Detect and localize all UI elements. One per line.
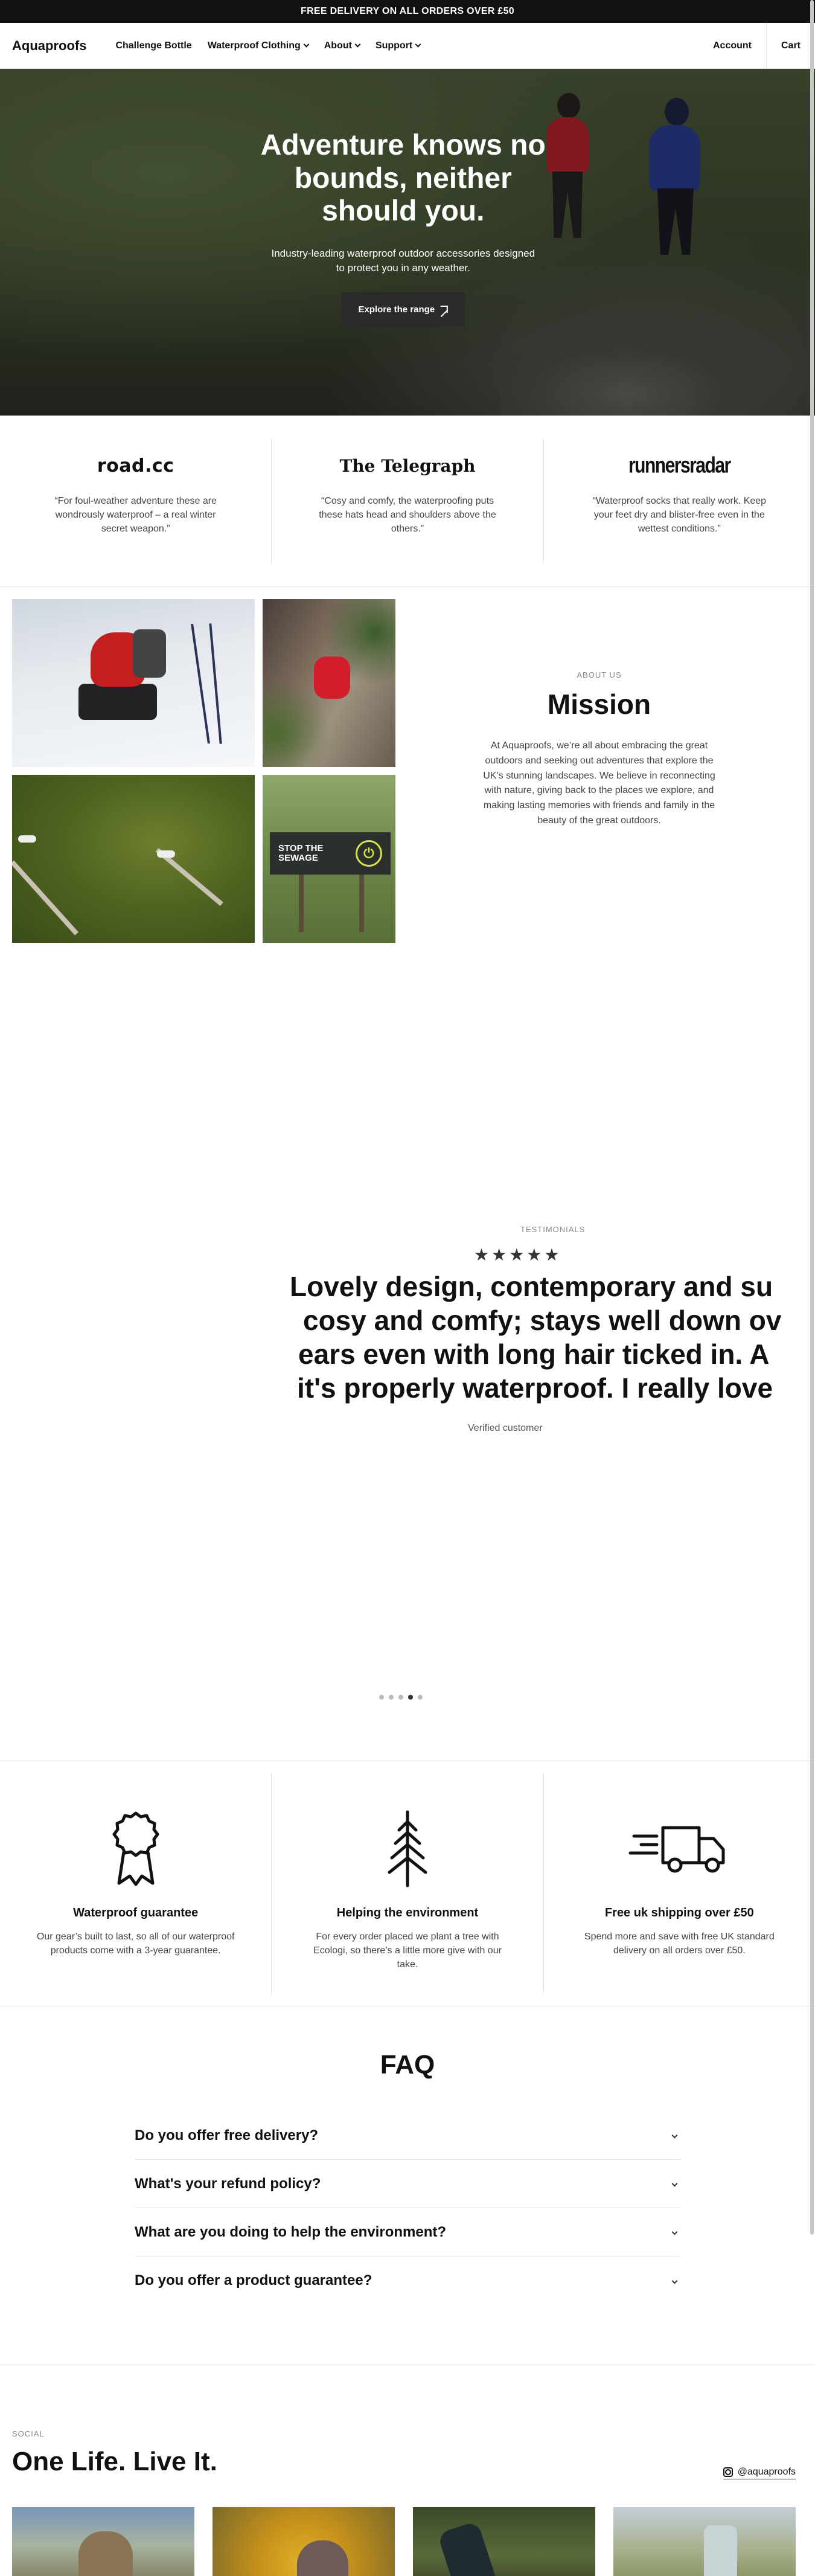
chevron-down-icon <box>415 42 421 48</box>
about-gallery <box>0 599 395 943</box>
site-logo[interactable]: Aquaproofs <box>12 37 87 53</box>
feature-text: Spend more and save with free UK standard delivery on all orders over £50. <box>584 1932 775 1956</box>
power-icon: ⏻ <box>356 840 382 867</box>
nav-item-about[interactable] <box>324 40 360 51</box>
announcement-bar <box>0 0 815 23</box>
slider-dots <box>379 1695 423 1700</box>
slider-dot[interactable] <box>418 1695 423 1700</box>
announcement-text: FREE DELIVERY ON ALL ORDERS OVER £50 <box>301 6 514 16</box>
telegraph-logo: The Telegraph <box>339 455 476 476</box>
quote-line: it's properly waterproof. I really love <box>297 1372 773 1404</box>
gallery-photo-lake-jetty <box>12 775 255 943</box>
chevron-down-icon <box>672 2133 678 2139</box>
quote-line: Lovely design, contemporary and su <box>290 1271 773 1302</box>
faq-item[interactable] <box>135 2112 680 2160</box>
instagram-handle: @aquaproofs <box>737 2467 796 2477</box>
hero-banner <box>0 69 815 416</box>
chevron-down-icon <box>672 2181 678 2187</box>
chevron-down-icon <box>303 42 309 48</box>
social-section <box>0 2365 815 2576</box>
faq-item[interactable] <box>135 2208 680 2256</box>
social-post[interactable] <box>213 2507 395 2576</box>
faq-list <box>135 2112 680 2305</box>
press-item-runnersradar <box>544 438 815 564</box>
award-ribbon-icon <box>106 1810 166 1888</box>
instagram-icon <box>723 2467 733 2477</box>
chevron-down-icon <box>354 42 360 48</box>
faq-section <box>0 2006 815 2365</box>
slider-dot-active[interactable] <box>408 1695 413 1700</box>
press-item-roadcc <box>0 438 272 564</box>
faq-question: What's your refund policy? <box>135 2175 321 2192</box>
star-rating: ★★★★★ <box>474 1245 562 1264</box>
hero-title: Adventure knows no bounds, neither should you. <box>260 129 546 228</box>
social-post[interactable] <box>613 2507 796 2576</box>
chevron-down-icon <box>672 2278 678 2284</box>
nav-item-support[interactable] <box>376 40 420 51</box>
gallery-photo-snow-hiker <box>12 599 255 767</box>
feature-shipping <box>544 1773 815 1994</box>
social-post[interactable] <box>12 2507 194 2576</box>
explore-range-button[interactable] <box>341 292 465 327</box>
quote-line: cosy and comfy; stays well down ov <box>303 1305 782 1337</box>
feature-environment <box>272 1773 543 1994</box>
nav-item-challenge-bottle[interactable] <box>115 40 191 51</box>
arrow-up-right-icon <box>441 306 448 313</box>
testimonial-eyebrow: TESTIMONIALS <box>520 1225 586 1234</box>
gallery-photo-sewage-sign <box>263 775 395 943</box>
mission-title: Mission <box>547 689 651 720</box>
roadcc-logo: road.cc <box>97 455 174 477</box>
press-item-telegraph <box>272 438 543 564</box>
testimonial-quote <box>290 1270 815 1405</box>
testimonial-author: Verified customer <box>468 1423 543 1434</box>
social-post[interactable] <box>413 2507 595 2576</box>
nav-item-waterproof-clothing[interactable] <box>208 40 308 51</box>
about-eyebrow: ABOUT US <box>577 670 622 679</box>
social-title: One Life. Live It. <box>12 2447 217 2476</box>
about-section <box>0 587 815 943</box>
faq-title: FAQ <box>380 2050 435 2080</box>
slider-dot[interactable] <box>398 1695 403 1700</box>
feature-text: For every order placed we plant a tree with Ecologi, so there’s a little more give with our take. <box>313 1932 502 1970</box>
faq-question: Do you offer free delivery? <box>135 2127 319 2144</box>
slider-dot[interactable] <box>379 1695 384 1700</box>
nav-item-label: Support <box>375 40 413 51</box>
faq-question: What are you doing to help the environment? <box>135 2223 447 2240</box>
instagram-link[interactable] <box>723 2467 796 2479</box>
testimonial-slide <box>290 1225 815 1434</box>
testimonial-section <box>0 943 815 1761</box>
faq-item[interactable] <box>135 2256 680 2305</box>
header-actions <box>698 23 815 69</box>
press-quote: “Cosy and comfy, the waterproofing puts these hats head and shoulders above the others.” <box>319 496 496 535</box>
gallery-photo-climber <box>263 599 395 767</box>
social-eyebrow: SOCIAL <box>12 2429 45 2438</box>
press-quote: “For foul-weather adventure these are wondrously waterproof – a real winter secret weapon.” <box>54 496 217 535</box>
feature-guarantee <box>0 1773 272 1994</box>
account-link[interactable]: Account <box>712 40 752 51</box>
hero-subtitle: Industry-leading waterproof outdoor accessories designed to protect you in any weather. <box>271 248 535 274</box>
delivery-truck-icon <box>628 1810 730 1888</box>
cart-link[interactable]: Cart <box>766 23 815 69</box>
features-section <box>0 1761 815 2006</box>
sewage-sign-board <box>270 832 391 875</box>
tree-icon <box>383 1810 432 1888</box>
site-header <box>0 23 815 69</box>
mission-block <box>395 599 815 943</box>
faq-item[interactable] <box>135 2160 680 2208</box>
main-nav <box>115 40 429 51</box>
press-section <box>0 416 815 587</box>
feature-title: Waterproof guarantee <box>73 1906 199 1919</box>
slider-dot[interactable] <box>389 1695 394 1700</box>
runnersradar-logo: runnersradar <box>628 452 730 478</box>
social-gallery <box>12 2507 803 2576</box>
sewage-sign-text: STOP THE SEWAGE <box>278 843 324 863</box>
nav-item-label: Waterproof Clothing <box>207 40 301 51</box>
nav-item-label: Challenge Bottle <box>115 40 192 51</box>
nav-item-label: About <box>324 40 352 51</box>
quote-line: ears even with long hair ticked in. A <box>298 1338 770 1370</box>
hero-content <box>258 129 548 327</box>
feature-title: Helping the environment <box>336 1906 479 1919</box>
mission-text: At Aquaproofs, we’re all about embracing the great outdoors and seeking out adventures that explore the UK’s stunning landscapes. We believe in reconnecting with nature, giving back to the places we explore, and making lasting memories with friends and family in the beauty of the great outdoors. <box>483 740 715 826</box>
feature-title: Free uk shipping over £50 <box>604 1906 754 1919</box>
page-scrollbar[interactable] <box>810 0 814 2235</box>
explore-range-label: Explore the range <box>358 304 435 315</box>
faq-question: Do you offer a product guarantee? <box>135 2272 372 2289</box>
chevron-down-icon <box>672 2229 678 2235</box>
feature-text: Our gear’s built to last, so all of our waterproof products come with a 3-year guarantee. <box>36 1932 235 1956</box>
press-quote: “Waterproof socks that really work. Keep your feet dry and blister-free even in the wettest conditions.” <box>592 496 767 535</box>
